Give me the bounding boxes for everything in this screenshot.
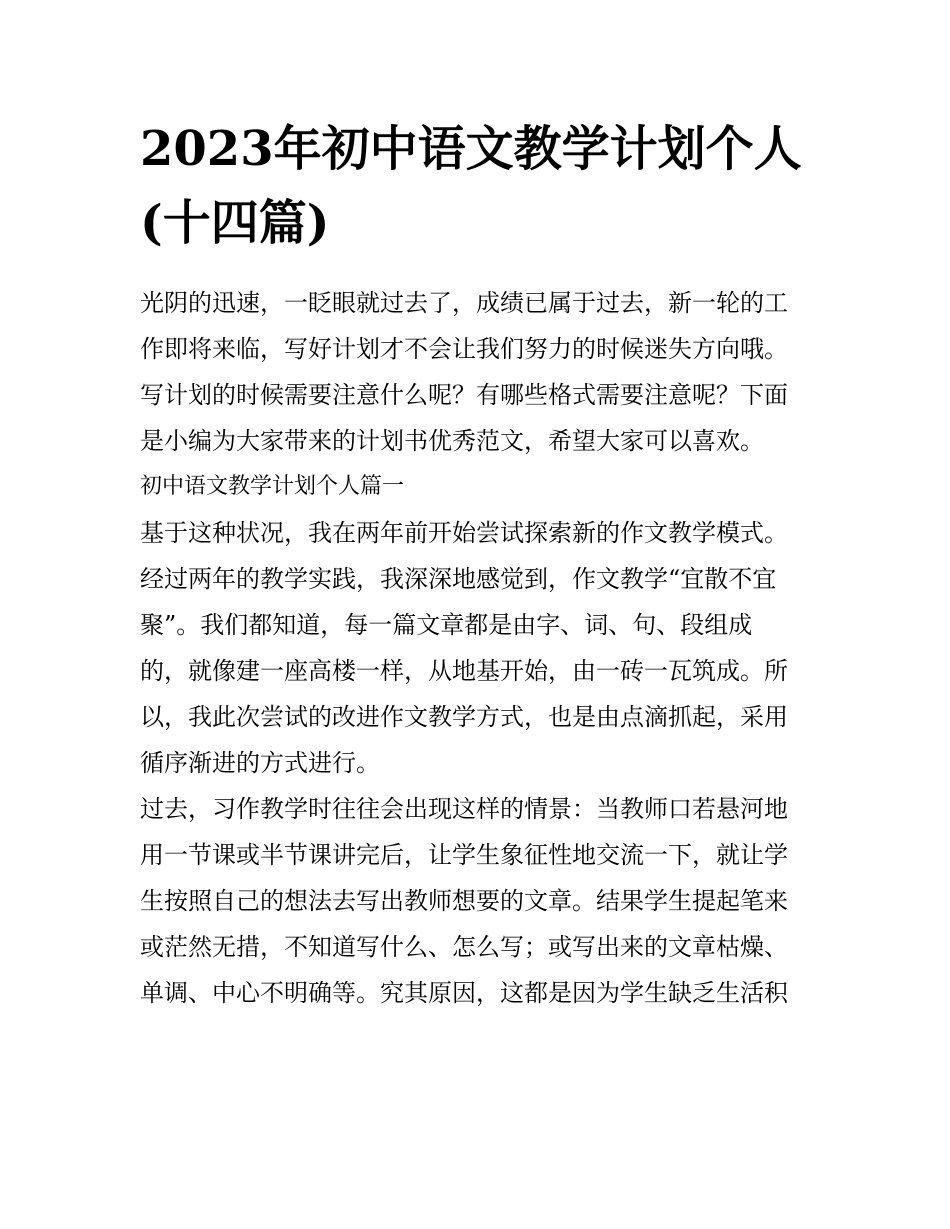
- body-line: 的，就像建一座高楼一样，从地基开始，由一砖一瓦筑成。所: [140, 657, 788, 685]
- body-line: 生按照自己的想法去写出教师想要的文章。结果学生提起笔来: [140, 887, 788, 915]
- title-line: 2023年初中语文教学计划个人: [140, 121, 802, 177]
- body-line: 循序渐进的方式进行。: [140, 749, 380, 777]
- body-line: 或茫然无措，不知道写什么、怎么写；或写出来的文章枯燥、: [140, 933, 788, 961]
- title-line: (十四篇): [140, 195, 330, 251]
- body-line: 光阴的迅速，一眨眼就过去了，成绩已属于过去，新一轮的工: [140, 289, 788, 317]
- section-heading: 初中语文教学计划个人篇一: [140, 474, 405, 499]
- body-line: 过去，习作教学时往往会出现这样的情景：当教师口若悬河地: [140, 795, 788, 823]
- body-line: 以，我此次尝试的改进作文教学方式，也是由点滴抓起，采用: [140, 703, 788, 731]
- document-title: [140, 112, 820, 260]
- body-line: 经过两年的教学实践，我深深地感觉到，作文教学“宜散不宜: [140, 565, 777, 593]
- body-line: 作即将来临，写好计划才不会让我们努力的时候迷失方向哦。: [140, 335, 788, 363]
- body-line: 是小编为大家带来的计划书优秀范文，希望大家可以喜欢。: [140, 427, 764, 455]
- body-line: 聚”。我们都知道，每一篇文章都是由字、词、句、段组成: [140, 611, 753, 639]
- body-line: 用一节课或半节课讲完后，让学生象征性地交流一下，就让学: [140, 841, 788, 869]
- body-line: 单调、中心不明确等。究其原因，这都是因为学生缺乏生活积: [140, 979, 788, 1007]
- body-line: 写计划的时候需要注意什么呢？有哪些格式需要注意呢？下面: [140, 381, 788, 409]
- document-body: [140, 280, 820, 1016]
- body-line: 基于这种状况，我在两年前开始尝试探索新的作文教学模式。: [140, 519, 788, 547]
